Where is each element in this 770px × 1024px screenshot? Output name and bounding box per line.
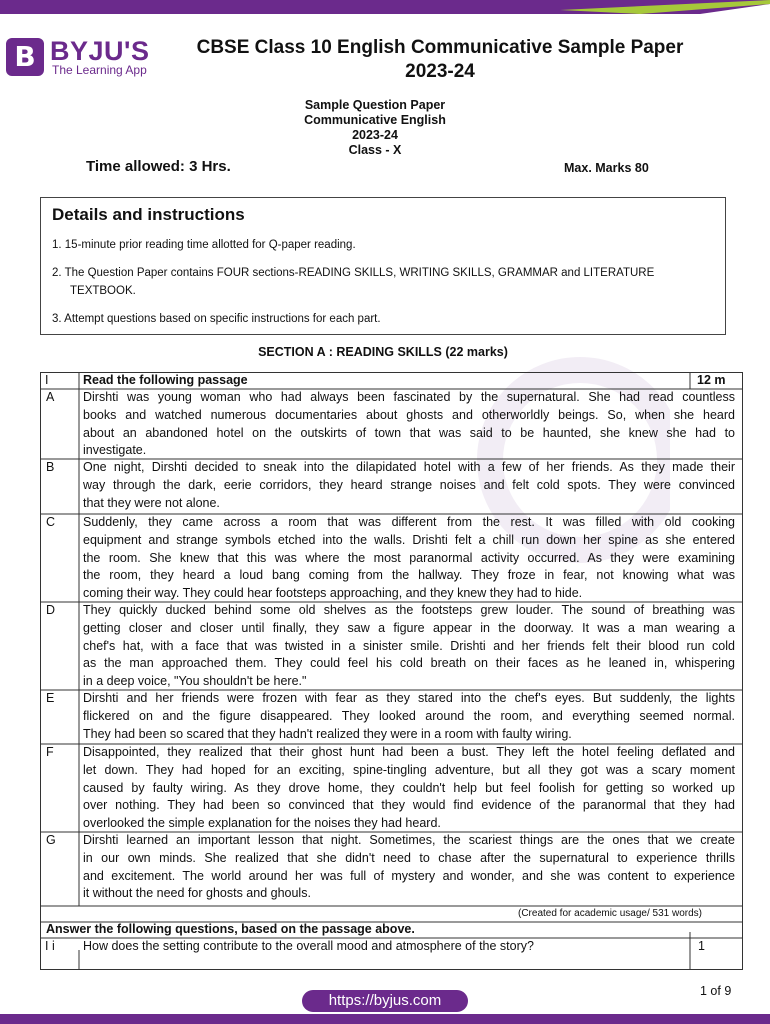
paragraph-line: Disappointed, they realized that their ghost hunt had been a bust. They left the hotel feeling deflated and [83,745,735,759]
paragraph-line: Dirshti was young woman who had always been fascinated by the supernatural. She had read countless [83,390,735,404]
paragraph-letter: A [46,390,55,404]
paragraph-line: caused by faulty wiring. As they drove home, they couldn't help but feel foolish for getting so worked up [83,780,735,795]
footer-bar [0,1014,770,1024]
paragraph-line: equipment and strange symbols etched into the walls. Drishti felt a chill run down her spine as she entered [83,532,735,547]
paragraph-line: They quickly ducked behind some old shelves as the footsteps grew louder. The sound of breathing was [83,603,735,617]
instruction-2-cont: TEXTBOOK. [70,285,136,297]
logo-wordmark: BYJU'S [50,36,150,66]
paragraph-line: investigate. [83,443,147,458]
passage-instruction: Read the following passage [83,373,248,387]
paragraph-line: it without the need for ghosts and ghouls. [83,886,311,901]
paragraph-letter: C [46,515,56,529]
instruction-1: 1. 15-minute prior reading time allotted for Q-paper reading. [52,239,356,251]
answer-prompt: Answer the following questions, based on the passage above. [46,922,415,936]
paragraph-line: as the man approached them. They could feel his cold breath on their faces as he leaned in, whispering [83,656,735,671]
paragraph-letter: B [46,460,55,474]
paragraph-line: about an abandoned hotel on the outskirts of town that was said to be haunted, she knew she had to [83,425,735,440]
paragraph-line: and excitement. The world around her was full of mystery and wonder, and she was content to experience [83,868,735,883]
paragraph-line: the room. She knew that this was where the most paranormal activity occurred. As they were examining [83,550,735,565]
subquestion-text: How does the setting contribute to the overall mood and atmosphere of the story? [83,939,534,953]
document-title [160,36,720,84]
paragraph-line: that they were not alone. [83,495,220,510]
paragraph-line: Dirshti and her friends were frozen with fear as they stared into the chef's eyes. But suddenly, the lights [83,691,735,705]
instruction-3: 3. Attempt questions based on specific instructions for each part. [52,313,381,325]
time-allowed: Time allowed: 3 Hrs. [86,158,231,175]
paragraph-line: They had been so scared that they hadn't realized they were in a room with faulty wiring. [83,726,572,741]
paragraph-line: way through the dark, eerie corridors, they heard strange noises and felt cold spots. They were convinced [83,477,735,492]
paragraph-letter: E [46,691,55,705]
word-count-credit: (Created for academic usage/ 531 words) [518,908,702,919]
paper-info [190,98,560,158]
paragraph-line: flickered on and the figure disappeared. They looked around the room, and everything seemed normal. [83,708,735,723]
website-link[interactable]: https://byjus.com [302,990,468,1012]
paragraph-letter: G [46,833,56,847]
paragraph-line: over nothing. They had been so convinced that they would find evidence of the paranormal that they had [83,798,735,813]
paragraph-line: overlooked the simple explanation for the noises they had heard. [83,816,441,831]
paragraph-line: Dirshti learned an important lesson that night. Sometimes, the scariest things are the ones that we create [83,833,735,847]
byjus-logo-icon: B [6,38,44,76]
section-title: SECTION A : READING SKILLS (22 marks) [258,345,508,359]
paragraph-line: books and watched numerous documentaries about ghosts and otherworldly beings. So, when she heard [83,407,735,422]
header-banner [0,0,770,22]
paragraph-line: getting closer and closer until finally, they saw a figure appear in the doorway. It was a man wearing a [83,620,735,635]
paragraph-line: coming their way. They could hear footsteps approaching, and they knew they had to hide. [83,586,583,601]
max-marks: Max. Marks 80 [564,161,649,175]
paper-line-2: Communicative English [304,113,446,127]
paragraph-line: in a deep voice, "You shouldn't be here." [83,674,307,689]
instructions-heading: Details and instructions [52,205,245,224]
paragraph-letter: D [46,603,56,617]
logo-tagline: The Learning App [52,63,147,77]
question-number: I [45,373,49,387]
instruction-2: 2. The Question Paper contains FOUR sections-READING SKILLS, WRITING SKILLS, GRAMMAR and LITERATURE [52,267,655,279]
paper-line-3: 2023-24 [352,128,398,142]
paragraph-line: let down. They had hoped for an exciting, spine-tingling adventure, but all they got was a scary moment [83,762,735,777]
paragraph-line: in our own minds. She realized that she didn't need to chase after the supernatural to experience thrills [83,850,735,865]
subquestion-marks: 1 [698,939,705,953]
question-marks: 12 m [697,373,726,387]
paper-line-1: Sample Question Paper [304,98,446,112]
paragraph-line: Suddenly, they came across a room that was different from the rest. It was filled with old cooking [83,515,735,529]
title-line-1: CBSE Class 10 English Communicative Sample Paper [196,37,684,58]
paragraph-letter: F [46,745,54,759]
paragraph-line: the room, they heard a loud bang coming from the hallway. They froze in fear, not knowing what was [83,568,735,583]
subquestion-number: I i [45,939,55,953]
page-number: 1 of 9 [700,984,732,998]
paper-line-4: Class - X [348,143,402,157]
paragraph-line: One night, Dirshti decided to sneak into the dilapidated hotel with a few of her friends. As they made their [83,460,735,474]
title-line-2: 2023-24 [405,61,475,82]
paragraph-line: chef's hat, with a face that was twisted in a sinister smile. Drishti and her friends felt their blood run cold [83,638,735,653]
